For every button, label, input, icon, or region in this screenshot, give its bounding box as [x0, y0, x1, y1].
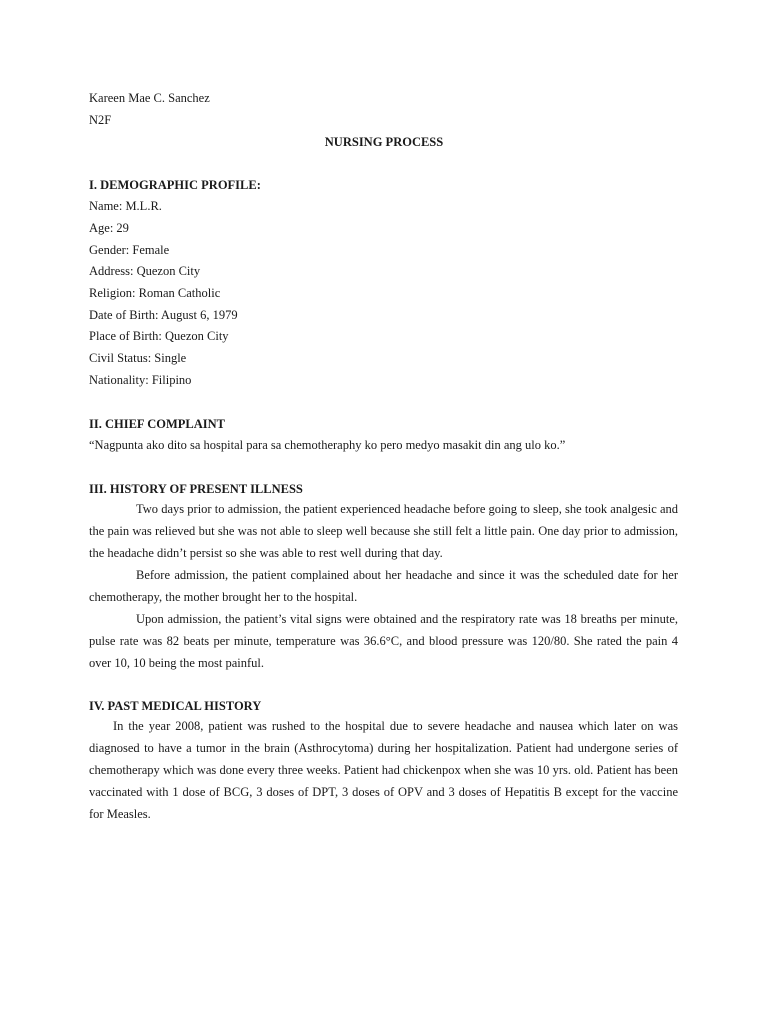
present-illness-heading: III. HISTORY OF PRESENT ILLNESS [89, 482, 303, 496]
past-history-heading: IV. PAST MEDICAL HISTORY [89, 699, 262, 713]
field-religion: Religion: Roman Catholic [89, 286, 221, 300]
field-address: Address: Quezon City [89, 264, 201, 278]
field-name: Name: M.L.R. [89, 199, 162, 213]
section-code: N2F [89, 113, 112, 127]
author-name: Kareen Mae C. Sanchez [89, 91, 210, 105]
demographic-heading: I. DEMOGRAPHIC PROFILE: [89, 178, 261, 192]
chief-complaint-quote: “Nagpunta ako dito sa hospital para sa chemotheraphy ko pero medyo masakit din ang ulo ko.” [89, 438, 566, 452]
field-age: Age: 29 [89, 221, 129, 235]
present-illness-body [89, 498, 678, 674]
present-illness-paragraph: Upon admission, the patient’s vital signs were obtained and the respiratory rate was 18 breaths per minute, pulse rate was 82 beats per minute, temperature was 36.6°C, and blood pressure was 120/80. She rated the pain 4 over 10, 10 being the most painful. [89, 612, 678, 670]
past-history-body [89, 715, 678, 825]
field-nationality: Nationality: Filipino [89, 373, 192, 387]
field-place-of-birth: Place of Birth: Quezon City [89, 329, 229, 343]
present-illness-paragraph: Two days prior to admission, the patient experienced headache before going to sleep, she took analgesic and the pain was relieved but she was not able to sleep well because she still felt a little pain. One day prior to admission, the headache didn’t persist so she was able to rest well during that day. [89, 502, 678, 560]
past-history-paragraph: In the year 2008, patient was rushed to the hospital due to severe headache and nausea which later on was diagnosed to have a tumor in the brain (Asthrocytoma) during her hospitalization. Patient had undergone series of chemotherapy which was done every three weeks. Patient had chickenpox when she was 10 yrs. old. Patient has been vaccinated with 1 dose of BCG, 3 doses of DPT, 3 doses of OPV and 3 doses of Hepatitis B except for the vaccine for Measles. [89, 719, 678, 821]
field-civil-status: Civil Status: Single [89, 351, 187, 365]
present-illness-paragraph: Before admission, the patient complained about her headache and since it was the scheduled date for her chemotherapy, the mother brought her to the hospital. [89, 568, 678, 604]
field-date-of-birth: Date of Birth: August 6, 1979 [89, 308, 238, 322]
document-title: NURSING PROCESS [324, 135, 444, 149]
chief-complaint-heading: II. CHIEF COMPLAINT [89, 417, 226, 431]
field-gender: Gender: Female [89, 243, 170, 257]
